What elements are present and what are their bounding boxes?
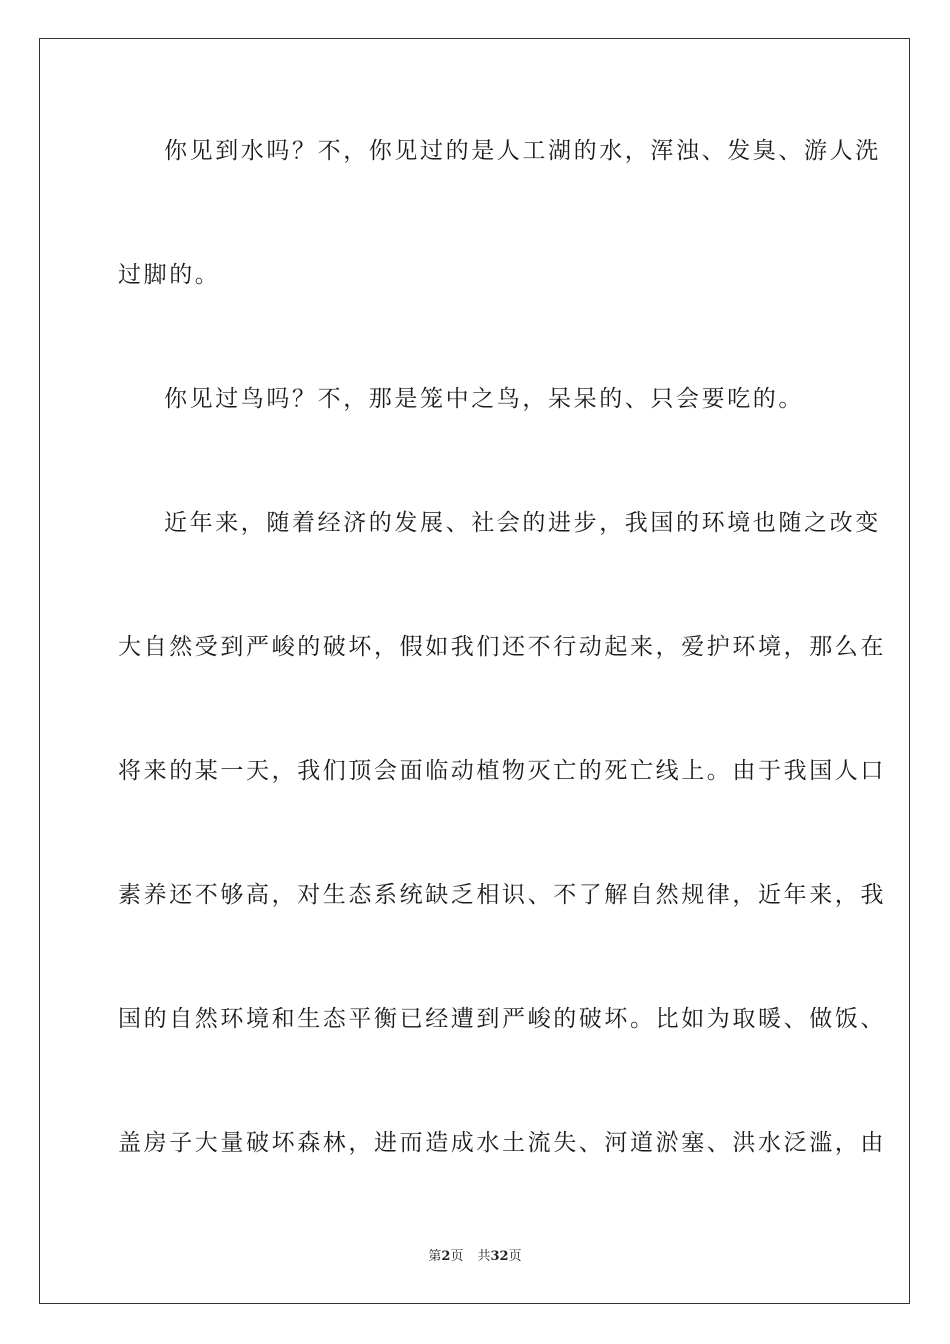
- paragraph-3-line-6: 盖房子大量破坏森林，进而造成水土流失、河道淤塞、洪水泛滥，由: [118, 1130, 886, 1156]
- paragraph-1-line-1: 你见到水吗？不，你见过的是人工湖的水，浑浊、发臭、游人洗: [164, 138, 881, 164]
- total-pages: 32: [490, 1249, 509, 1264]
- paragraph-3-line-1: 近年来，随着经济的发展、社会的进步，我国的环境也随之改变: [164, 510, 881, 536]
- total-suffix: 页: [508, 1249, 522, 1264]
- page-prefix: 第: [428, 1249, 442, 1264]
- page-frame: [39, 38, 910, 1304]
- page-footer: [0, 1248, 950, 1266]
- paragraph-2-line-1: 你见过鸟吗？不，那是笼中之鸟，呆呆的、只会要吃的。: [164, 386, 804, 412]
- paragraph-3-line-5: 国的自然环境和生态平衡已经遭到严峻的破坏。比如为取暖、做饭、: [118, 1006, 886, 1032]
- paragraph-3-line-4: 素养还不够高，对生态系统缺乏相识、不了解自然规律，近年来，我: [118, 882, 886, 908]
- page-suffix: 页: [450, 1249, 464, 1264]
- page-number: 2: [441, 1249, 451, 1264]
- paragraph-3-line-2: 大自然受到严峻的破坏，假如我们还不行动起来，爱护环境，那么在: [118, 634, 886, 660]
- total-prefix: 共: [477, 1249, 491, 1264]
- paragraph-3-line-3: 将来的某一天，我们顶会面临动植物灭亡的死亡线上。由于我国人口: [118, 758, 886, 784]
- paragraph-1-line-2: 过脚的。: [118, 262, 221, 288]
